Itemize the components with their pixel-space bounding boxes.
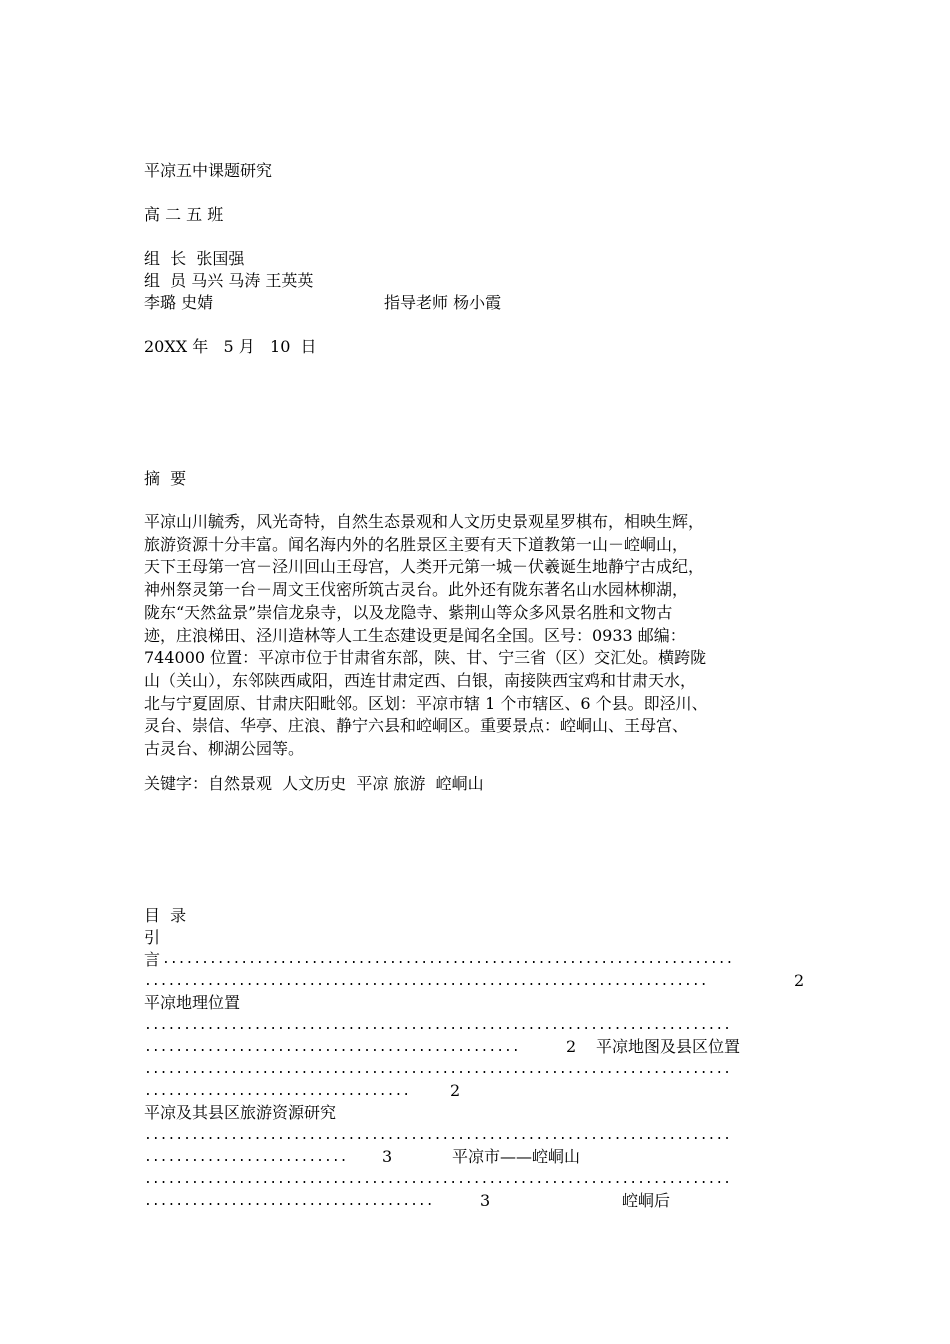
toc-heading: 目 录 [144,906,187,925]
toc-intro-page: 2 [794,971,805,990]
toc-leader-dots: ........................................................................... [144,1062,731,1077]
abstract-line: 陇东“天然盆景”崇信龙泉寺，以及龙隐寺、紫荆山等众多风景名胜和文物古 [144,602,673,622]
toc-leader-dots: ........................................................................... [144,1018,731,1033]
abstract-heading: 摘 要 [144,469,187,488]
cover-leader: 组 长 张国强 [144,249,245,268]
toc-intro-b: 言 [144,950,161,969]
toc-leader-dots: ......................................................................... [162,952,734,967]
toc-leader-dots: ........................................................................ [144,974,708,989]
toc-leader-dots: .................................. [144,1084,411,1099]
toc-res-page: 3 [382,1147,393,1166]
toc-intro-a: 引 [144,928,161,947]
abstract-line: 旅游资源十分丰富。闻名海内外的名胜景区主要有天下道教第一山－崆峒山， [144,534,689,554]
toc-geo-page: 2 [566,1037,577,1056]
abstract-line: 天下王母第一宫－泾川回山王母宫，人类开元第一城－伏羲诞生地静宁古成纪， [144,557,705,577]
toc-kt-label: 平凉市——崆峒山 [452,1147,581,1166]
toc-leader-dots: ........................................................................... [144,1128,731,1143]
toc-leader-dots: ................................................ [144,1040,520,1055]
toc-res-label: 平凉及其县区旅游资源研究 [144,1103,337,1122]
abstract-line: 平凉山川毓秀，风光奇特，自然生态景观和人文历史景观星罗棋布，相映生辉， [144,512,705,531]
cover-date: 20XX 年 5 月 10 日 [144,337,317,356]
toc-leader-dots: ..................................... [144,1194,434,1209]
abstract-line: 山（关山），东邻陕西咸阳，西连甘肃定西、白银，南接陕西宝鸡和甘肃天水， [144,670,697,690]
cover-class: 高 二 五 班 [144,205,224,224]
abstract-line: 神州祭灵第一台－周文王伐密所筑古灵台。此外还有陇东著名山水园林柳湖， [144,580,689,600]
toc-kt-page: 3 [480,1191,491,1210]
cover-members-2: 李璐 史婧 [144,293,214,312]
abstract-line: 古灵台、柳湖公园等。 [144,739,305,759]
cover-advisor: 指导老师 杨小霞 [384,293,502,312]
toc-leader-dots: .......................... [144,1150,348,1165]
toc-leader-dots: ........................................................................... [144,1172,731,1187]
toc-map-page: 2 [450,1081,461,1100]
abstract-line: 迹，庄浪梯田、泾川造林等人工生态建设更是闻名全国。区号：0933 邮编： [144,625,686,645]
abstract-line: 灵台、崇信、华亭、庄浪、静宁六县和崆峒区。重要景点：崆峒山、王母宫、 [144,716,689,736]
cover-members: 组 员 马兴 马涛 王英英 [144,271,314,290]
keywords: 关键字：自然景观 人文历史 平凉 旅游 崆峒山 [144,774,484,793]
toc-map-label: 平凉地图及县区位置 [596,1037,741,1056]
abstract-line: 北与宁夏固原、甘肃庆阳毗邻。区划：平凉市辖 1 个市辖区、6 个县。即泾川、 [144,693,708,713]
cover-title: 平凉五中课题研究 [144,161,273,180]
toc-geo-label: 平凉地理位置 [144,993,241,1012]
abstract-line: 744000 位置：平凉市位于甘肃省东部，陕、甘、宁三省（区）交汇处。横跨陇 [144,648,707,668]
toc-kt-after: 崆峒后 [622,1191,671,1210]
abstract-body [144,511,806,761]
